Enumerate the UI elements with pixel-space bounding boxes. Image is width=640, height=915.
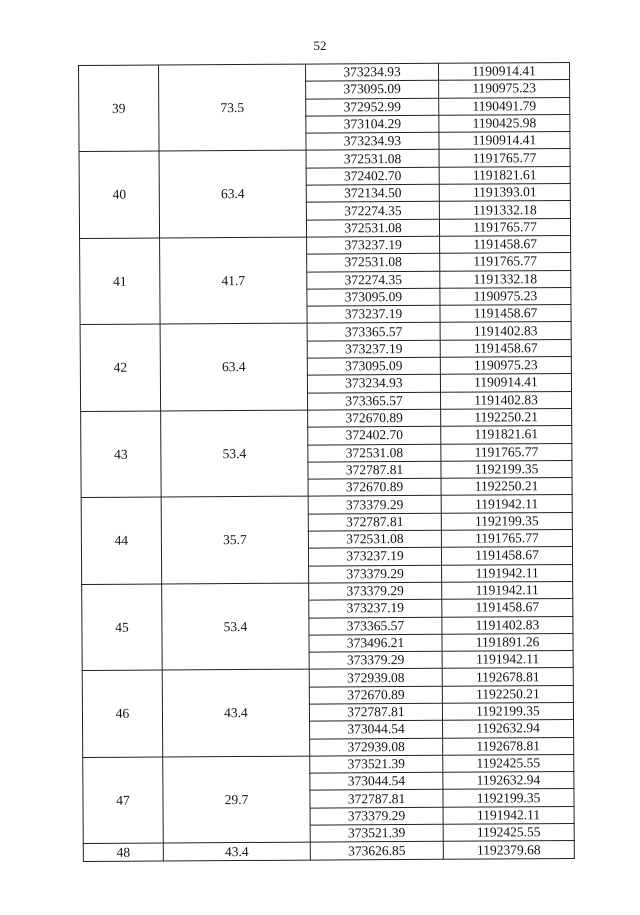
parcel-number-cell: 48	[83, 843, 163, 861]
x-coordinate-cell: 373044.54	[310, 721, 443, 739]
parcel-number-cell: 42	[80, 324, 161, 411]
y-coordinate-cell: 1191942.11	[442, 564, 573, 582]
y-coordinate-cell: 1191393.01	[439, 184, 570, 202]
y-coordinate-cell: 1190975.23	[439, 80, 570, 98]
y-coordinate-cell: 1192678.81	[442, 668, 573, 686]
parcel-area-cell: 43.4	[163, 842, 310, 861]
parcel-number-cell: 41	[80, 238, 161, 325]
x-coordinate-cell: 373234.93	[306, 132, 439, 150]
x-coordinate-cell: 372787.81	[310, 790, 443, 808]
x-coordinate-cell: 373104.29	[306, 115, 439, 133]
y-coordinate-cell: 1192632.94	[443, 720, 574, 738]
parcel-area-cell: 35.7	[161, 497, 309, 584]
parcel-area-cell: 53.4	[161, 410, 309, 497]
y-coordinate-cell: 1192199.35	[442, 702, 573, 720]
y-coordinate-cell: 1191942.11	[441, 495, 572, 513]
y-coordinate-cell: 1191821.61	[439, 166, 570, 184]
y-coordinate-cell: 1191402.83	[442, 616, 573, 634]
x-coordinate-cell: 372531.08	[307, 254, 440, 272]
y-coordinate-cell: 1192678.81	[443, 737, 574, 755]
parcel-number-cell: 39	[79, 65, 160, 152]
x-coordinate-cell: 372531.08	[306, 150, 439, 168]
y-coordinate-cell: 1190914.41	[438, 62, 569, 80]
x-coordinate-cell: 373626.85	[310, 842, 443, 861]
x-coordinate-cell: 373095.09	[306, 81, 439, 99]
x-coordinate-cell: 372402.70	[306, 167, 439, 185]
y-coordinate-cell: 1192250.21	[442, 685, 573, 703]
y-coordinate-cell: 1191458.67	[442, 599, 573, 617]
x-coordinate-cell: 372531.08	[306, 219, 439, 237]
x-coordinate-cell: 373379.29	[308, 496, 441, 514]
x-coordinate-cell: 372670.89	[308, 409, 441, 427]
y-coordinate-cell: 1192199.35	[443, 789, 574, 807]
x-coordinate-cell: 373496.21	[309, 634, 442, 652]
parcel-area-cell: 41.7	[160, 237, 308, 324]
x-coordinate-cell: 372531.08	[308, 444, 441, 462]
x-coordinate-cell: 372670.89	[309, 686, 442, 704]
y-coordinate-cell: 1191891.26	[442, 633, 573, 651]
y-coordinate-cell: 1191458.67	[440, 305, 571, 323]
x-coordinate-cell: 373237.19	[308, 548, 441, 566]
y-coordinate-cell: 1192250.21	[441, 408, 572, 426]
y-coordinate-cell: 1191765.77	[441, 443, 572, 461]
y-coordinate-cell: 1190975.23	[440, 287, 571, 305]
x-coordinate-cell: 372274.35	[306, 202, 439, 220]
x-coordinate-cell: 372939.08	[309, 669, 442, 687]
coordinate-table	[78, 62, 575, 862]
x-coordinate-cell: 372952.99	[306, 98, 439, 116]
y-coordinate-cell: 1191942.11	[442, 651, 573, 669]
x-coordinate-cell: 373095.09	[307, 357, 440, 375]
x-coordinate-cell: 373379.29	[309, 582, 442, 600]
x-coordinate-cell: 373237.19	[309, 599, 442, 617]
x-coordinate-cell: 373365.57	[307, 323, 440, 341]
x-coordinate-cell: 373365.57	[309, 617, 442, 635]
x-coordinate-cell: 373365.57	[308, 392, 441, 410]
parcel-number-cell: 40	[79, 151, 160, 238]
y-coordinate-cell: 1191942.11	[442, 581, 573, 599]
parcel-area-cell: 29.7	[163, 756, 311, 843]
x-coordinate-cell: 373521.39	[310, 824, 443, 842]
x-coordinate-cell: 373234.93	[305, 63, 438, 81]
y-coordinate-cell: 1192199.35	[441, 512, 572, 530]
x-coordinate-cell: 372787.81	[308, 461, 441, 479]
x-coordinate-cell: 373379.29	[309, 565, 442, 583]
x-coordinate-cell: 372939.08	[310, 738, 443, 756]
y-coordinate-cell: 1192199.35	[441, 460, 572, 478]
y-coordinate-cell: 1191765.77	[439, 149, 570, 167]
y-coordinate-cell: 1192379.68	[443, 841, 574, 860]
y-coordinate-cell: 1191402.83	[441, 391, 572, 409]
table-row	[83, 841, 574, 862]
y-coordinate-cell: 1191821.61	[441, 426, 572, 444]
y-coordinate-cell: 1190491.79	[439, 97, 570, 115]
parcel-number-cell: 47	[83, 757, 164, 844]
y-coordinate-cell: 1191765.77	[439, 218, 570, 236]
x-coordinate-cell: 372134.50	[306, 184, 439, 202]
x-coordinate-cell: 373234.93	[307, 375, 440, 393]
x-coordinate-cell: 372274.35	[307, 271, 440, 289]
parcel-area-cell: 43.4	[162, 669, 310, 756]
x-coordinate-cell: 373379.29	[309, 651, 442, 669]
y-coordinate-cell: 1190975.23	[440, 357, 571, 375]
y-coordinate-cell: 1190425.98	[439, 114, 570, 132]
parcel-area-cell: 63.4	[160, 324, 308, 411]
x-coordinate-cell: 372670.89	[308, 478, 441, 496]
x-coordinate-cell: 372787.81	[309, 703, 442, 721]
parcel-number-cell: 45	[82, 584, 163, 671]
parcel-area-cell: 73.5	[159, 64, 307, 151]
y-coordinate-cell: 1192250.21	[441, 478, 572, 496]
y-coordinate-cell: 1191765.77	[440, 253, 571, 271]
x-coordinate-cell: 373237.19	[307, 305, 440, 323]
y-coordinate-cell: 1190914.41	[440, 374, 571, 392]
y-coordinate-cell: 1190914.41	[439, 132, 570, 150]
y-coordinate-cell: 1191332.18	[440, 270, 571, 288]
y-coordinate-cell: 1191458.67	[440, 235, 571, 253]
parcel-number-cell: 46	[82, 670, 163, 757]
y-coordinate-cell: 1191942.11	[443, 806, 574, 824]
x-coordinate-cell: 373237.19	[307, 340, 440, 358]
parcel-number-cell: 43	[81, 411, 162, 498]
y-coordinate-cell: 1191458.67	[440, 339, 571, 357]
x-coordinate-cell: 372402.70	[308, 427, 441, 445]
x-coordinate-cell: 373095.09	[307, 288, 440, 306]
y-coordinate-cell: 1192425.55	[443, 754, 574, 772]
x-coordinate-cell: 373044.54	[310, 772, 443, 790]
parcel-area-cell: 53.4	[162, 583, 310, 670]
x-coordinate-cell: 373521.39	[310, 755, 443, 773]
y-coordinate-cell: 1191332.18	[439, 201, 570, 219]
y-coordinate-cell: 1191402.83	[440, 322, 571, 340]
x-coordinate-cell: 373379.29	[310, 807, 443, 825]
y-coordinate-cell: 1191765.77	[441, 530, 572, 548]
y-coordinate-cell: 1192632.94	[443, 772, 574, 790]
parcel-area-cell: 63.4	[159, 151, 307, 238]
y-coordinate-cell: 1191458.67	[441, 547, 572, 565]
x-coordinate-cell: 373237.19	[307, 236, 440, 254]
page-number: 52	[313, 38, 327, 53]
x-coordinate-cell: 372531.08	[308, 530, 441, 548]
parcel-number-cell: 44	[81, 497, 162, 584]
y-coordinate-cell: 1192425.55	[443, 824, 574, 842]
x-coordinate-cell: 372787.81	[308, 513, 441, 531]
